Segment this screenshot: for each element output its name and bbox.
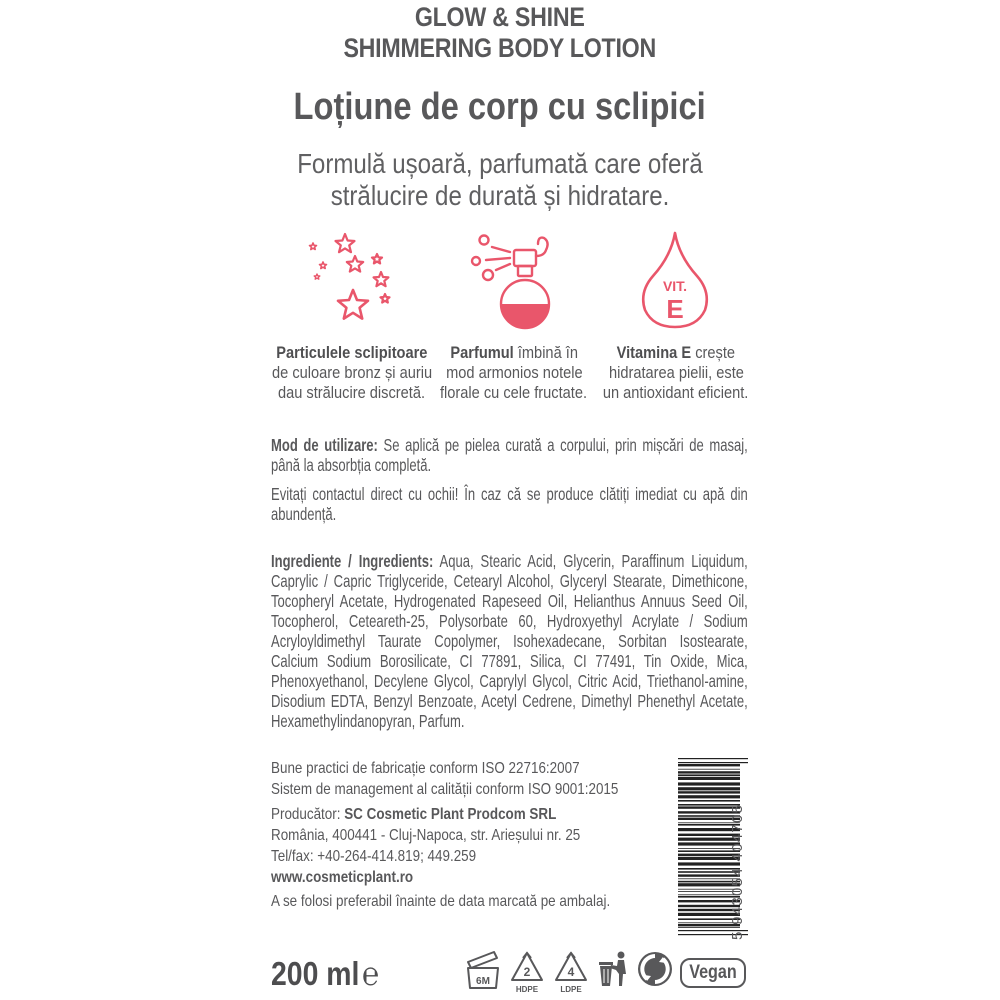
vegan-badge: Vegan	[680, 958, 746, 988]
best-before-note: A se folosi preferabil înainte de data marcată pe ambalaj.	[271, 893, 611, 910]
iso-compliance: Sistem de management al calității conform ISO 9001:2015	[271, 781, 619, 798]
svg-text:6M: 6M	[476, 976, 490, 987]
ingredients-label: Ingrediente / Ingredients:	[271, 551, 434, 571]
stars-icon	[305, 230, 395, 330]
svg-text:VIT.: VIT.	[662, 278, 688, 294]
net-volume: 200 ml℮	[271, 955, 379, 992]
svg-text:4: 4	[567, 965, 575, 979]
vitamin-e-drop-icon	[635, 230, 715, 330]
product-subtitle: Loțiune de corp cu sclipici	[293, 86, 707, 128]
ingredients-list: Ingrediente / Ingredients: Aqua, Stearic Acid, Glycerin, Paraffinum Liquidum, Caprylic / Capric Triglyceride, Cetearyl Alcohol, Glyceryl Stearate, Dimethicone, Tocopheryl Acetate, Hydrogenated Rapeseed Oil, Helianthus Annuus Seed Oil, Tocopherol, Ceteareth-25, Polysorbate 60, Hydroxyethyl Acrylate / Sodium Acryloyldimethyl Taurate Copolymer, Isohexadecane, Sorbitan Isostearate, Calcium Sodium Borosilicate, CI 77891, Silica, CI 77491, Tin Oxide, Mica, Phenoxyethanol, Decylene Glycol, Caprylyl Glycol, Citric Acid, Triethanol-amine, Disodium EDTA, Benzyl Benzoate, Acetyl Cedrene, Dimethyl Phenethyl Acetate, Hexamethylindanopyran, Parfum.	[271, 551, 748, 731]
usage-label: Mod de utilizare:	[271, 435, 378, 455]
svg-text:LDPE: LDPE	[560, 985, 582, 994]
feature-perfume: Parfumul îmbină în mod armonios notele florale cu cele fructate.	[440, 343, 588, 402]
gmp-compliance: Bune practici de fabricație conform ISO 22716:2007	[271, 760, 580, 777]
producer-phone: Tel/fax: +40-264-414.819; 449.259	[271, 848, 477, 865]
usage-instructions: Mod de utilizare: Se aplică pe pielea curată a corpului, prin mișcări de masaj, până la absorbția completă.	[271, 435, 748, 475]
product-title-line1: GLOW & SHINE	[415, 2, 585, 32]
svg-text:2: 2	[523, 965, 531, 979]
product-tagline: Formulă ușoară, parfumată care oferă strălucire de durată și hidratare.	[297, 148, 703, 211]
feature-vitamin-e: Vitamina E crește hidratarea pielii, este un antioxidant eficient.	[603, 343, 749, 402]
recycle-hdpe-icon	[508, 950, 546, 994]
feature-sparkles: Particulele sclipitoare de culoare bronz și auriu dau strălucire discretă.	[271, 343, 433, 402]
product-title-line2: SHIMMERING BODY LOTION	[343, 33, 657, 63]
svg-text:HDPE: HDPE	[515, 985, 539, 994]
producer-website: www.cosmeticplant.ro	[271, 869, 414, 886]
producer-line: Producător: SC Cosmetic Plant Prodcom SRL	[271, 806, 557, 823]
green-dot-recycling-icon	[636, 950, 674, 988]
svg-text:E: E	[666, 294, 684, 324]
perfume-bottle-icon	[462, 232, 557, 332]
tidyman-bin-icon	[596, 950, 630, 992]
recycle-ldpe-icon	[552, 950, 590, 994]
pao-jar-icon	[464, 950, 502, 990]
barcode-digits: 5 943054 404705	[729, 803, 746, 940]
usage-warning: Evitați contactul direct cu ochii! În caz că se produce clătiți imediat cu apă din abundență.	[271, 484, 748, 524]
estimated-sign-icon: ℮	[361, 955, 379, 992]
producer-address: România, 400441 - Cluj-Napoca, str. Arieșului nr. 25	[271, 827, 581, 844]
